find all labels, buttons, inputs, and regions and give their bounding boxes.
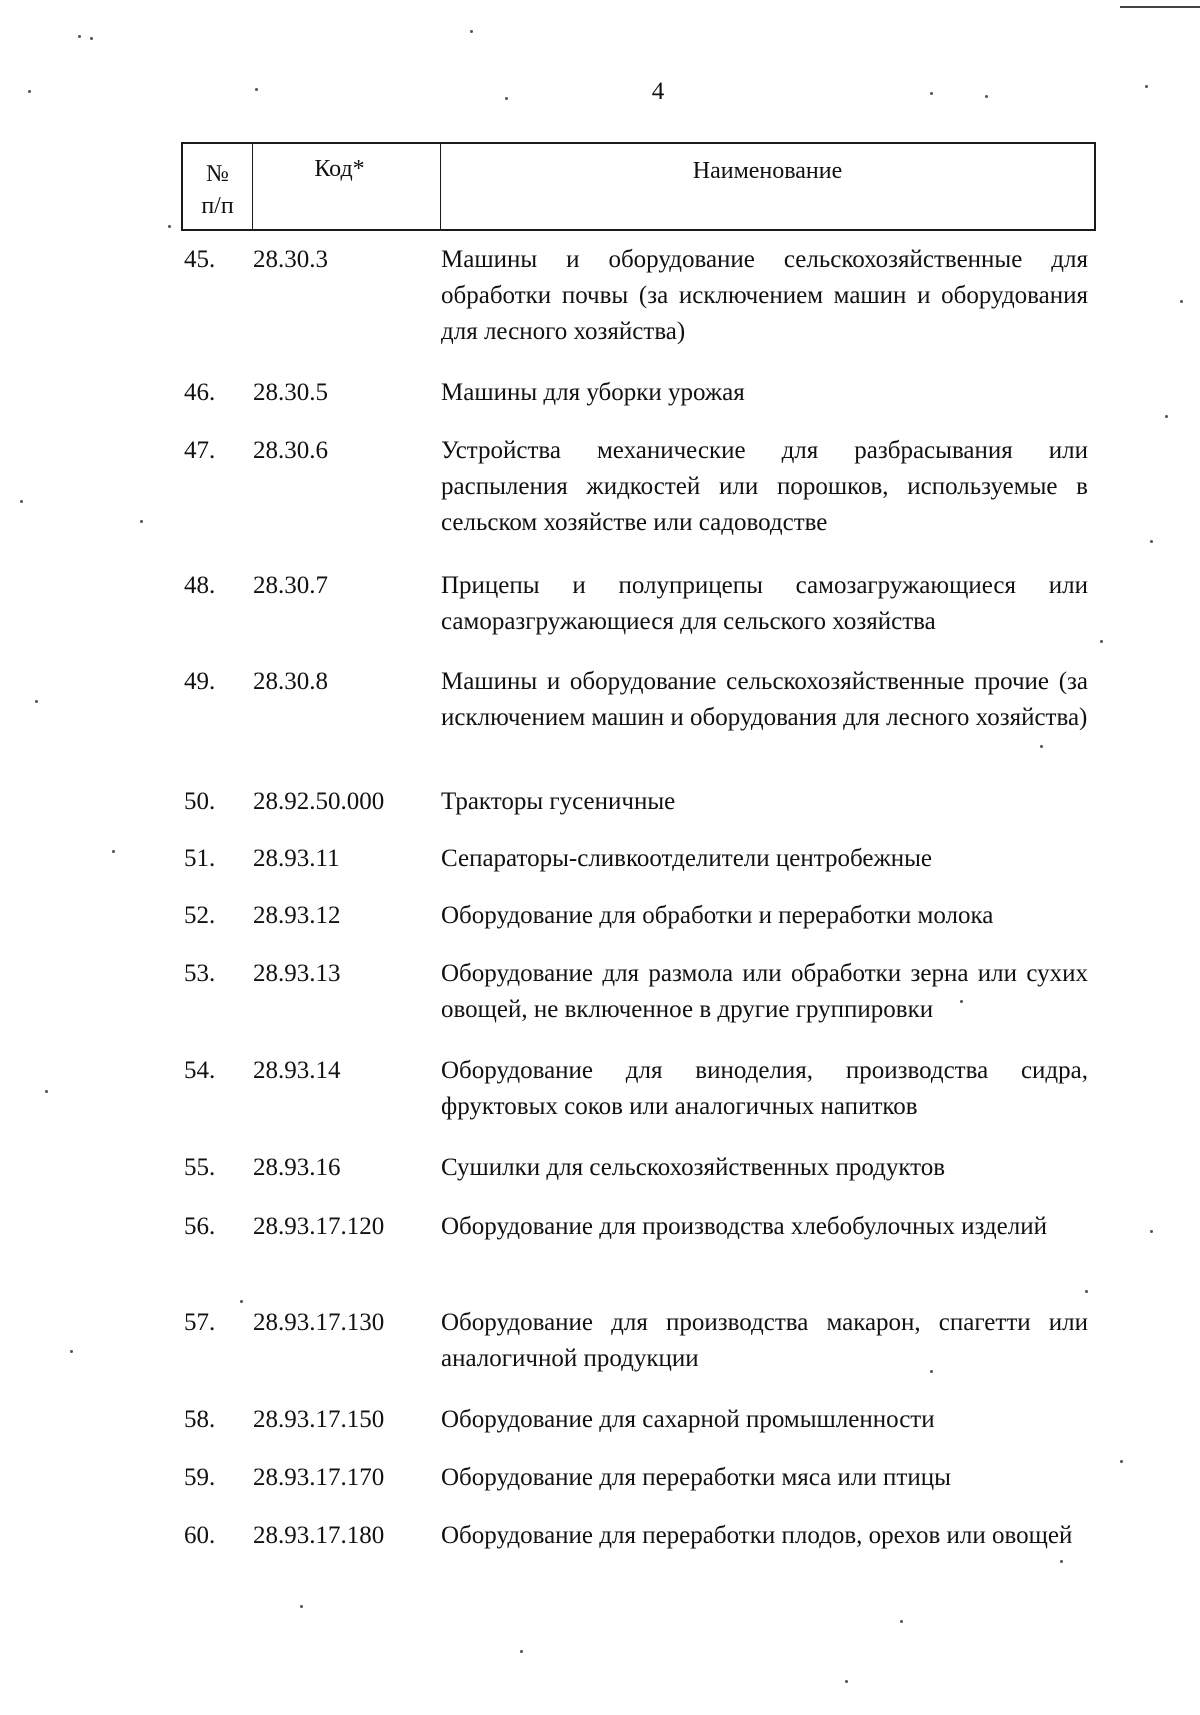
scan-speck xyxy=(1150,540,1153,543)
table-header xyxy=(181,142,1096,231)
header-number-column xyxy=(183,144,253,229)
row-number: 57. xyxy=(184,1309,216,1336)
row-name: Тракторы гусеничные xyxy=(441,788,676,815)
row-number: 53. xyxy=(184,960,216,987)
scan-speck xyxy=(845,1680,848,1683)
row-number: 55. xyxy=(184,1154,216,1181)
scan-speck xyxy=(1150,1230,1153,1233)
scan-speck xyxy=(28,90,31,93)
header-number-abbr: п/п xyxy=(201,193,234,219)
scan-speck xyxy=(900,1620,903,1623)
row-code: 28.93.11 xyxy=(253,845,340,872)
row-code: 28.93.14 xyxy=(253,1057,341,1084)
row-number: 52. xyxy=(184,902,216,929)
row-code: 28.93.17.150 xyxy=(253,1406,385,1433)
row-name: Сушилки для сельскохозяйственных продуктов xyxy=(441,1154,946,1181)
row-code: 28.30.8 xyxy=(253,668,328,695)
scan-speck xyxy=(255,88,258,91)
row-code: 28.93.17.170 xyxy=(253,1464,385,1491)
scan-speck xyxy=(168,225,171,228)
scan-speck xyxy=(300,1605,303,1608)
row-number: 50. xyxy=(184,788,216,815)
scan-speck xyxy=(1165,415,1168,418)
row-number: 60. xyxy=(184,1522,216,1549)
scan-speck xyxy=(1060,1560,1063,1563)
row-code: 28.93.13 xyxy=(253,960,341,987)
row-code: 28.30.3 xyxy=(253,246,328,273)
row-code: 28.93.17.120 xyxy=(253,1213,385,1240)
row-code: 28.30.6 xyxy=(253,437,328,464)
scan-speck xyxy=(1120,1460,1123,1463)
scan-speck xyxy=(240,1300,243,1303)
scan-speck xyxy=(930,1370,933,1373)
scan-speck xyxy=(960,1000,963,1003)
scan-speck xyxy=(505,97,508,100)
scan-speck xyxy=(90,37,93,40)
row-number: 54. xyxy=(184,1057,216,1084)
row-number: 48. xyxy=(184,572,216,599)
row-code: 28.93.16 xyxy=(253,1154,341,1181)
scan-speck xyxy=(1180,300,1183,303)
scan-speck xyxy=(112,850,115,853)
scan-speck xyxy=(1085,1290,1088,1293)
row-name: Оборудование для сахарной промышленности xyxy=(441,1406,935,1433)
row-code: 28.93.12 xyxy=(253,902,341,929)
scan-speck xyxy=(985,95,988,98)
row-name: Оборудование для производства хлебобулочных изделий xyxy=(441,1213,1047,1240)
row-code: 28.93.17.130 xyxy=(253,1309,385,1336)
row-number: 59. xyxy=(184,1464,216,1491)
scan-speck xyxy=(1040,745,1043,748)
row-number: 58. xyxy=(184,1406,216,1433)
scan-edge-mark xyxy=(1120,6,1200,8)
row-name: Оборудование для производства макарон, спагетти или аналогичной продукции xyxy=(441,1309,1088,1372)
scan-speck xyxy=(78,35,81,38)
scan-speck xyxy=(70,1350,73,1353)
row-name: Оборудование для виноделия, производства сидра, фруктовых соков или аналогичных напитков xyxy=(441,1057,1088,1120)
row-number: 51. xyxy=(184,845,216,872)
row-name: Машины и оборудование сельскохозяйственные для обработки почвы (за исключением машин и оборудования для лесного хозяйства) xyxy=(441,246,1088,345)
row-name: Сепараторы-сливкоотделители центробежные xyxy=(441,845,933,872)
row-name: Оборудование для переработки плодов, орехов или овощей xyxy=(441,1522,1073,1549)
row-number: 49. xyxy=(184,668,216,695)
row-number: 56. xyxy=(184,1213,216,1240)
row-name: Устройства механические для разбрасывания или распыления жидкостей или порошков, используемые в сельском хозяйстве или садоводстве xyxy=(441,437,1088,536)
scan-speck xyxy=(45,1090,48,1093)
header-code-column: Код* xyxy=(253,144,441,229)
scan-speck xyxy=(930,92,933,95)
row-code: 28.92.50.000 xyxy=(253,788,385,815)
row-name: Оборудование для обработки и переработки молока xyxy=(441,902,994,929)
row-number: 47. xyxy=(184,437,216,464)
row-name: Машины и оборудование сельскохозяйственные прочие (за исключением машин и оборудования для лесного хозяйства) xyxy=(441,668,1088,731)
row-name: Оборудование для переработки мяса или птицы xyxy=(441,1464,951,1491)
header-name-column: Наименование xyxy=(692,158,843,184)
row-code: 28.30.7 xyxy=(253,572,328,599)
scan-speck xyxy=(20,500,23,503)
scan-speck xyxy=(140,520,143,523)
row-name: Машины для уборки урожая xyxy=(441,379,745,406)
row-name: Оборудование для размола или обработки зерна или сухих овощей, не включенное в другие группировки xyxy=(441,960,1088,1023)
row-number: 46. xyxy=(184,379,216,406)
scan-speck xyxy=(520,1650,523,1653)
header-number-symbol: № xyxy=(206,161,229,187)
row-number: 45. xyxy=(184,246,216,273)
row-code: 28.30.5 xyxy=(253,379,328,406)
row-code: 28.93.17.180 xyxy=(253,1522,385,1549)
scan-speck xyxy=(470,30,473,33)
page-number: 4 xyxy=(651,78,665,105)
scan-speck xyxy=(35,700,38,703)
scan-speck xyxy=(1100,640,1103,643)
scan-speck xyxy=(1145,85,1148,88)
row-name: Прицепы и полуприцепы самозагружающиеся или саморазгружающиеся для сельского хозяйства xyxy=(441,572,1088,635)
